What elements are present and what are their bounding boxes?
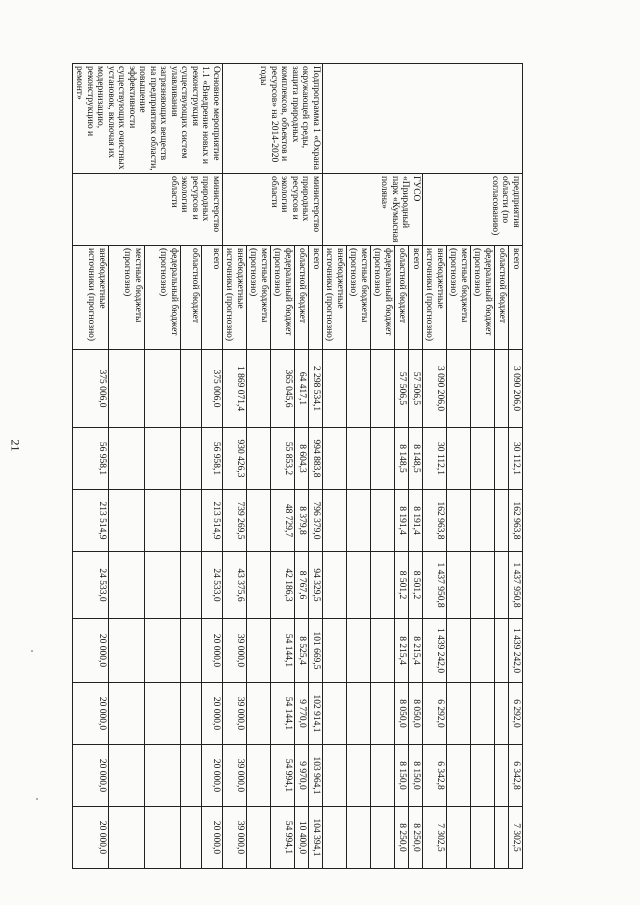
value-2018-cell	[323, 683, 347, 745]
value-total-cell	[347, 350, 371, 428]
value-2015-cell	[447, 490, 471, 552]
value-2015-cell: 8 191,4	[395, 490, 409, 552]
value-2017-cell	[181, 619, 202, 683]
value-2016-cell: 24 533,0	[73, 552, 109, 619]
value-2020-cell: 7 302,5	[509, 807, 523, 869]
value-2015-cell: 48 729,7	[271, 490, 295, 552]
value-2019-cell: 54 994,1	[271, 745, 295, 807]
value-2014-cell: 8 604,3	[295, 428, 309, 490]
value-2020-cell: 39 000,0	[223, 807, 247, 869]
value-total-cell: 1 869 071,4	[223, 350, 247, 428]
value-2016-cell: 1 437 950,8	[509, 552, 523, 619]
value-2014-cell: 56 958,1	[202, 428, 223, 490]
value-2017-cell: 39 000,0	[223, 619, 247, 683]
value-2018-cell	[181, 683, 202, 745]
value-2016-cell: 24 533,0	[202, 552, 223, 619]
value-2016-cell: 43 375,6	[223, 552, 247, 619]
value-2018-cell: 20 000,0	[73, 683, 109, 745]
value-2015-cell: 213 514,9	[202, 490, 223, 552]
value-2015-cell: 8 379,8	[295, 490, 309, 552]
value-2017-cell	[109, 619, 145, 683]
funding-source-cell: внебюджетные источники (прогнозно)	[323, 246, 347, 350]
value-2014-cell: 30 112,1	[509, 428, 523, 490]
value-2017-cell: 1 439 242,0	[423, 619, 447, 683]
value-total-cell: 57 506,5	[409, 350, 423, 428]
value-total-cell: 375 006,0	[73, 350, 109, 428]
value-total-cell	[109, 350, 145, 428]
value-2017-cell: 8 215,4	[409, 619, 423, 683]
value-2017-cell: 8 525,4	[295, 619, 309, 683]
value-2020-cell	[181, 807, 202, 869]
value-2016-cell: 8 501,2	[395, 552, 409, 619]
value-2017-cell	[495, 619, 509, 683]
value-total-cell	[145, 350, 181, 428]
executor-cell: министерство природных ресурсов и экологии области	[73, 174, 223, 246]
value-2014-cell: 930 426,3	[223, 428, 247, 490]
value-2020-cell	[495, 807, 509, 869]
value-2018-cell	[371, 683, 395, 745]
value-2020-cell	[109, 807, 145, 869]
value-2019-cell	[495, 745, 509, 807]
value-total-cell	[447, 350, 471, 428]
value-2019-cell: 20 000,0	[73, 745, 109, 807]
value-2017-cell: 101 669,5	[309, 619, 323, 683]
funding-source-cell: федеральный бюджет (прогнозно)	[371, 246, 395, 350]
value-2016-cell: 1 437 950,8	[423, 552, 447, 619]
value-2017-cell	[447, 619, 471, 683]
value-total-cell: 3 090 206,0	[423, 350, 447, 428]
value-2016-cell	[471, 552, 495, 619]
value-2014-cell	[145, 428, 181, 490]
value-2015-cell: 213 514,9	[73, 490, 109, 552]
value-2018-cell: 9 770,0	[295, 683, 309, 745]
value-2016-cell	[247, 552, 271, 619]
table-row	[509, 64, 523, 869]
value-2014-cell: 56 958,1	[73, 428, 109, 490]
value-2015-cell	[323, 490, 347, 552]
funding-source-cell: всего	[509, 246, 523, 350]
funding-source-cell: областной бюджет	[395, 246, 409, 350]
value-2018-cell	[347, 683, 371, 745]
value-2020-cell	[145, 807, 181, 869]
value-2017-cell: 1 439 242,0	[509, 619, 523, 683]
value-2018-cell	[247, 683, 271, 745]
funding-source-cell: федеральный бюджет (прогнозно)	[471, 246, 495, 350]
value-2015-cell	[347, 490, 371, 552]
value-2019-cell	[109, 745, 145, 807]
value-2020-cell	[447, 807, 471, 869]
value-2017-cell	[371, 619, 395, 683]
table-row	[202, 64, 223, 869]
funding-source-cell: внебюджетные источники (прогнозно)	[73, 246, 109, 350]
value-2019-cell: 6 342,8	[423, 745, 447, 807]
value-2018-cell: 8 050,0	[409, 683, 423, 745]
value-2016-cell	[347, 552, 371, 619]
value-total-cell	[181, 350, 202, 428]
value-2019-cell: 6 342,8	[509, 745, 523, 807]
value-2019-cell	[323, 745, 347, 807]
value-total-cell: 365 045,6	[271, 350, 295, 428]
value-2018-cell	[447, 683, 471, 745]
value-2014-cell	[471, 428, 495, 490]
value-2017-cell	[323, 619, 347, 683]
value-2019-cell: 9 970,0	[295, 745, 309, 807]
funding-source-cell: областной бюджет	[181, 246, 202, 350]
value-2020-cell	[371, 807, 395, 869]
value-total-cell	[247, 350, 271, 428]
value-2020-cell	[247, 807, 271, 869]
value-2014-cell: 8 148,5	[395, 428, 409, 490]
funding-source-cell: областной бюджет	[495, 246, 509, 350]
value-2017-cell: 54 144,1	[271, 619, 295, 683]
value-2014-cell: 30 112,1	[423, 428, 447, 490]
funding-source-cell: всего	[409, 246, 423, 350]
value-2018-cell: 39 000,0	[223, 683, 247, 745]
value-2015-cell	[371, 490, 395, 552]
program-cell	[323, 64, 523, 174]
funding-source-cell: местные бюджеты (прогнозно)	[109, 246, 145, 350]
value-2019-cell	[181, 745, 202, 807]
budget-table-frame	[74, 63, 523, 868]
value-2020-cell: 54 994,1	[271, 807, 295, 869]
program-cell: Подпрограмма 1 «Охрана окружающей среды, защита природных комплексов, объектов и ресурсов» на 2014-2020 годы	[223, 64, 323, 174]
funding-source-cell: областной бюджет	[295, 246, 309, 350]
value-2019-cell	[447, 745, 471, 807]
value-2018-cell	[471, 683, 495, 745]
value-2016-cell	[181, 552, 202, 619]
value-total-cell: 57 506,5	[395, 350, 409, 428]
value-total-cell: 375 006,0	[202, 350, 223, 428]
value-2020-cell: 10 400,0	[295, 807, 309, 869]
value-2018-cell: 8 050,0	[395, 683, 409, 745]
funding-source-cell: местные бюджеты (прогнозно)	[447, 246, 471, 350]
value-2017-cell	[247, 619, 271, 683]
value-2015-cell	[145, 490, 181, 552]
value-2014-cell	[447, 428, 471, 490]
value-2018-cell: 54 144,1	[271, 683, 295, 745]
value-total-cell	[471, 350, 495, 428]
value-2017-cell: 8 215,4	[395, 619, 409, 683]
funding-source-cell: внебюджетные источники (прогнозно)	[223, 246, 247, 350]
value-2020-cell: 8 250,0	[409, 807, 423, 869]
table-row	[409, 64, 423, 869]
value-2015-cell: 739 269,5	[223, 490, 247, 552]
value-2019-cell	[145, 745, 181, 807]
value-2016-cell	[109, 552, 145, 619]
value-2018-cell: 6 292,0	[423, 683, 447, 745]
value-2020-cell	[347, 807, 371, 869]
value-2015-cell: 162 963,8	[509, 490, 523, 552]
value-2020-cell	[471, 807, 495, 869]
page-number: 21	[8, 439, 23, 452]
value-2016-cell: 42 186,3	[271, 552, 295, 619]
funding-source-cell: внебюджетные источники (прогнозно)	[423, 246, 447, 350]
value-2020-cell	[323, 807, 347, 869]
value-2018-cell	[145, 683, 181, 745]
value-2014-cell	[109, 428, 145, 490]
value-2019-cell	[471, 745, 495, 807]
value-2020-cell: 7 302,5	[423, 807, 447, 869]
value-2019-cell	[371, 745, 395, 807]
value-2017-cell: 20 000,0	[202, 619, 223, 683]
value-2019-cell: 8 150,0	[395, 745, 409, 807]
value-2015-cell	[471, 490, 495, 552]
scan-speck	[36, 798, 38, 800]
value-2018-cell: 102 914,1	[309, 683, 323, 745]
value-2020-cell: 20 000,0	[73, 807, 109, 869]
value-2016-cell	[323, 552, 347, 619]
value-2014-cell: 994 883,8	[309, 428, 323, 490]
value-total-cell	[371, 350, 395, 428]
value-2015-cell	[495, 490, 509, 552]
value-2018-cell: 6 292,0	[509, 683, 523, 745]
value-2016-cell: 94 329,5	[309, 552, 323, 619]
value-total-cell: 64 417,1	[295, 350, 309, 428]
budget-table	[72, 63, 523, 869]
value-2014-cell	[347, 428, 371, 490]
program-cell: Основное мероприятие 1.1 «Внедрение новых и реконструкция существующих систем улавливания загрязняющих веществ на предприятиях области, повышение эффективности существующих очистных установок, включая их модернизацию, реконструкцию и ремонт»	[73, 64, 223, 174]
value-2017-cell: 20 000,0	[73, 619, 109, 683]
value-2019-cell	[347, 745, 371, 807]
value-total-cell	[495, 350, 509, 428]
value-2015-cell: 796 379,0	[309, 490, 323, 552]
value-2017-cell	[471, 619, 495, 683]
value-2016-cell	[371, 552, 395, 619]
value-2014-cell	[495, 428, 509, 490]
value-2015-cell	[247, 490, 271, 552]
value-2019-cell: 8 150,0	[409, 745, 423, 807]
value-2018-cell	[495, 683, 509, 745]
scan-speck	[31, 650, 33, 652]
value-2015-cell	[109, 490, 145, 552]
value-2016-cell	[145, 552, 181, 619]
executor-cell: предприятия области (по согласованию)	[423, 174, 523, 246]
funding-source-cell: всего	[202, 246, 223, 350]
executor-cell: министерство природных ресурсов и экологии области	[223, 174, 323, 246]
value-2016-cell	[447, 552, 471, 619]
funding-source-cell: местные бюджеты (прогнозно)	[247, 246, 271, 350]
value-2014-cell	[181, 428, 202, 490]
value-2017-cell	[145, 619, 181, 683]
funding-source-cell: федеральный бюджет (прогнозно)	[271, 246, 295, 350]
value-2017-cell	[347, 619, 371, 683]
funding-source-cell: федеральный бюджет (прогнозно)	[145, 246, 181, 350]
value-2015-cell	[181, 490, 202, 552]
value-2015-cell: 162 963,8	[423, 490, 447, 552]
value-2020-cell: 20 000,0	[202, 807, 223, 869]
value-2018-cell: 20 000,0	[202, 683, 223, 745]
value-2020-cell: 8 250,0	[395, 807, 409, 869]
value-2014-cell	[323, 428, 347, 490]
table-row	[309, 64, 323, 869]
value-2019-cell	[247, 745, 271, 807]
value-2014-cell	[371, 428, 395, 490]
value-2016-cell: 8 767,6	[295, 552, 309, 619]
value-total-cell: 2 298 534,1	[309, 350, 323, 428]
value-2014-cell: 55 853,2	[271, 428, 295, 490]
funding-source-cell: всего	[309, 246, 323, 350]
value-2015-cell: 8 191,4	[409, 490, 423, 552]
value-2020-cell: 104 394,1	[309, 807, 323, 869]
funding-source-cell: местные бюджеты (прогнозно)	[347, 246, 371, 350]
value-2014-cell: 8 148,5	[409, 428, 423, 490]
executor-cell: ГУСО «Природный парк «Кумысная поляна»	[323, 174, 423, 246]
value-2014-cell	[247, 428, 271, 490]
value-2016-cell: 8 501,2	[409, 552, 423, 619]
value-2019-cell: 20 000,0	[202, 745, 223, 807]
value-2019-cell: 103 964,1	[309, 745, 323, 807]
value-2016-cell	[495, 552, 509, 619]
value-2018-cell	[109, 683, 145, 745]
value-2019-cell: 39 000,0	[223, 745, 247, 807]
value-total-cell: 3 090 206,0	[509, 350, 523, 428]
rotated-table-wrapper	[74, 63, 523, 868]
value-total-cell	[323, 350, 347, 428]
